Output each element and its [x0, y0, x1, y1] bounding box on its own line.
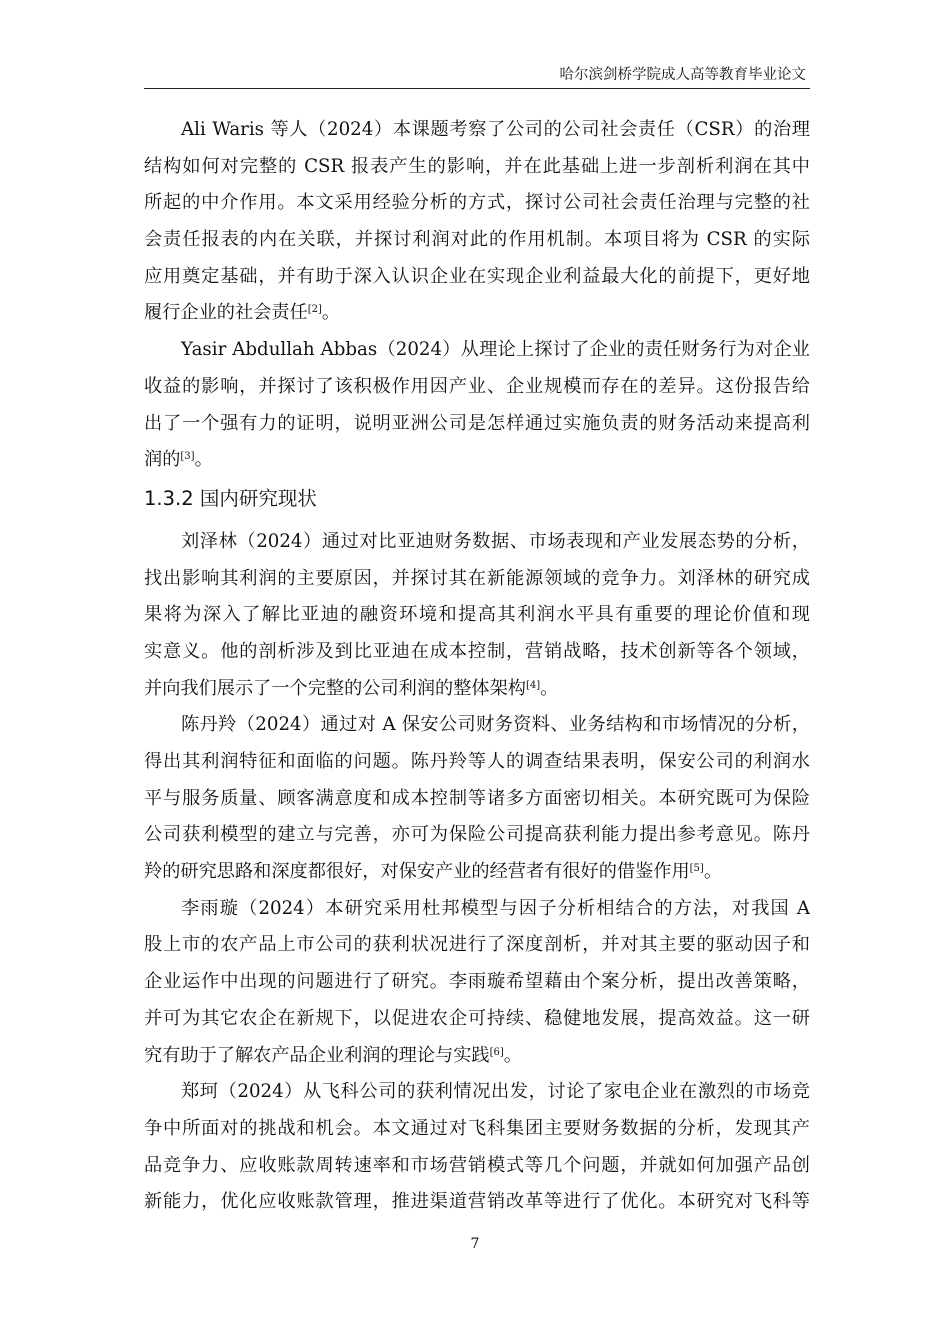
text-line [144, 964, 810, 1001]
line-text: 会责任报表的内在关联，并探讨利润对此的作用机制。本项目将为 CSR 的实际 [144, 229, 810, 251]
line-text: 公司获利模型的建立与完善，亦可为保险公司提高获利能力提出参考意见。陈丹 [144, 824, 810, 846]
paragraphs-after-heading [144, 524, 810, 1221]
line-text: 得出其利润特征和面临的问题。陈丹羚等人的调查结果表明，保安公司的利润水 [144, 751, 810, 772]
line-text: 应用奠定基础，并有助于深入认识企业在实现企业利益最大化的前提下，更好地 [144, 265, 810, 287]
citation-ref[interactable]: [5] [689, 863, 704, 875]
text-line [144, 817, 810, 854]
line-text: 出了一个强有力的证明，说明亚洲公司是怎样通过实施负责的财务活动来提高利 [144, 412, 810, 434]
text-line [144, 1001, 810, 1038]
text-line [144, 524, 810, 561]
line-text: 刘泽林（2024）通过对比亚迪财务数据、市场表现和产业发展态势的分析， [181, 530, 810, 552]
text-line [144, 442, 810, 479]
text-line [144, 222, 810, 259]
line-text: 收益的影响，并探讨了该积极作用因产业、企业规模而存在的差异。这份报告给 [144, 375, 810, 397]
paragraph [144, 1074, 810, 1221]
citation-ref[interactable]: [3] [180, 451, 195, 463]
text-line [144, 707, 810, 744]
text-line [144, 854, 810, 891]
line-text: 并向我们展示了一个完整的公司利润的整体架构 [144, 677, 526, 699]
text-line [144, 927, 810, 964]
line-text: 企业运作中出现的问题进行了研究。李雨璇希望藉由个案分析，提出改善策略， [144, 971, 810, 993]
line-text: 品竞争力、应收账款周转速率和市场营销模式等几个问题，并就如何加强产品创 [144, 1154, 810, 1176]
text-line [144, 597, 810, 634]
text-line [144, 744, 810, 781]
text-line [144, 149, 810, 186]
paragraph [144, 707, 810, 890]
text-line [144, 1148, 810, 1185]
paragraph [144, 524, 810, 707]
line-text: 争中所面对的挑战和机会。本文通过对飞科集团主要财务数据的分析，发现其产 [144, 1117, 810, 1139]
text-line [144, 259, 810, 296]
text-line [144, 1074, 810, 1111]
text-line [144, 112, 810, 149]
line-text: 结构如何对完整的 CSR 报表产生的影响，并在此基础上进一步剖析利润在其中 [144, 155, 810, 177]
line-text: Yasir Abdullah Abbas（2024）从理论上探讨了企业的责任财务行为对企业 [181, 339, 810, 361]
line-text: 究有助于了解农产品企业利润的理论与实践 [144, 1044, 490, 1066]
line-text: 郑珂（2024）从飞科公司的获利情况出发，讨论了家电企业在激烈的市场竞 [181, 1081, 810, 1103]
line-text: 实意义。他的剖析涉及到比亚迪在成本控制，营销战略，技术创新等各个领域， [144, 640, 810, 662]
line-text: 新能力，优化应收账款管理，推进渠道营销改革等进行了优化。本研究对飞科等 [144, 1191, 810, 1213]
text-line [144, 671, 810, 708]
line-text: 李雨璇（2024）本研究采用杜邦模型与因子分析相结合的方法，对我国 A [181, 897, 810, 919]
line-text: 股上市的农产品上市公司的获利状况进行了深度剖析，并对其主要的驱动因子和 [144, 934, 810, 956]
line-text: 陈丹羚（2024）通过对 A 保安公司财务资料、业务结构和市场情况的分析， [181, 714, 810, 736]
document-body [144, 112, 810, 1221]
line-text: 所起的中介作用。本文采用经验分析的方式，探讨公司社会责任治理与完整的社 [144, 192, 810, 214]
line-tail: 。 [321, 302, 341, 324]
text-line [144, 295, 810, 332]
text-line [144, 185, 810, 222]
line-text: 平与服务质量、顾客满意度和成本控制等诸多方面密切相关。本研究既可为保险 [144, 787, 810, 809]
line-tail: 。 [703, 861, 723, 883]
citation-ref[interactable]: [4] [525, 679, 541, 691]
text-line [144, 561, 810, 598]
text-line [144, 406, 810, 443]
text-line [144, 634, 810, 671]
paragraphs-before-heading [144, 112, 810, 479]
text-line [144, 1111, 810, 1148]
citation-ref[interactable]: [2] [307, 304, 322, 316]
text-line [144, 1038, 810, 1075]
line-text: Ali Waris 等人（2024）本课题考察了公司的公司社会责任（CSR）的治理 [181, 119, 810, 140]
header-title: 哈尔滨剑桥学院成人高等教育毕业论文 [559, 67, 806, 83]
text-line [144, 1184, 810, 1221]
line-text: 找出影响其利润的主要原因，并探讨其在新能源领域的竞争力。刘泽林的研究成 [144, 567, 810, 589]
paragraph [144, 112, 810, 332]
line-text: 履行企业的社会责任 [144, 302, 308, 324]
page-header [144, 64, 810, 89]
text-line [144, 369, 810, 406]
paragraph [144, 891, 810, 1074]
text-line [144, 891, 810, 928]
page-number: 7 [470, 1236, 480, 1252]
paragraph [144, 332, 810, 479]
citation-ref[interactable]: [6] [489, 1046, 504, 1058]
text-line [144, 781, 810, 818]
line-text: 润的 [144, 449, 181, 471]
text-line [144, 332, 810, 369]
line-tail: 。 [194, 449, 213, 471]
line-tail: 。 [540, 677, 559, 699]
line-text: 果将为深入了解比亚迪的融资环境和提高其利润水平具有重要的理论价值和现 [144, 604, 810, 626]
line-tail: 。 [503, 1044, 522, 1066]
line-text: 并可为其它农企在新规下，以促进农企可持续、稳健地发展，提高效益。这一研 [144, 1007, 810, 1029]
section-heading: 1.3.2 国内研究现状 [144, 486, 317, 510]
line-text: 羚的研究思路和深度都很好，对保安产业的经营者有很好的借鉴作用 [144, 861, 690, 883]
